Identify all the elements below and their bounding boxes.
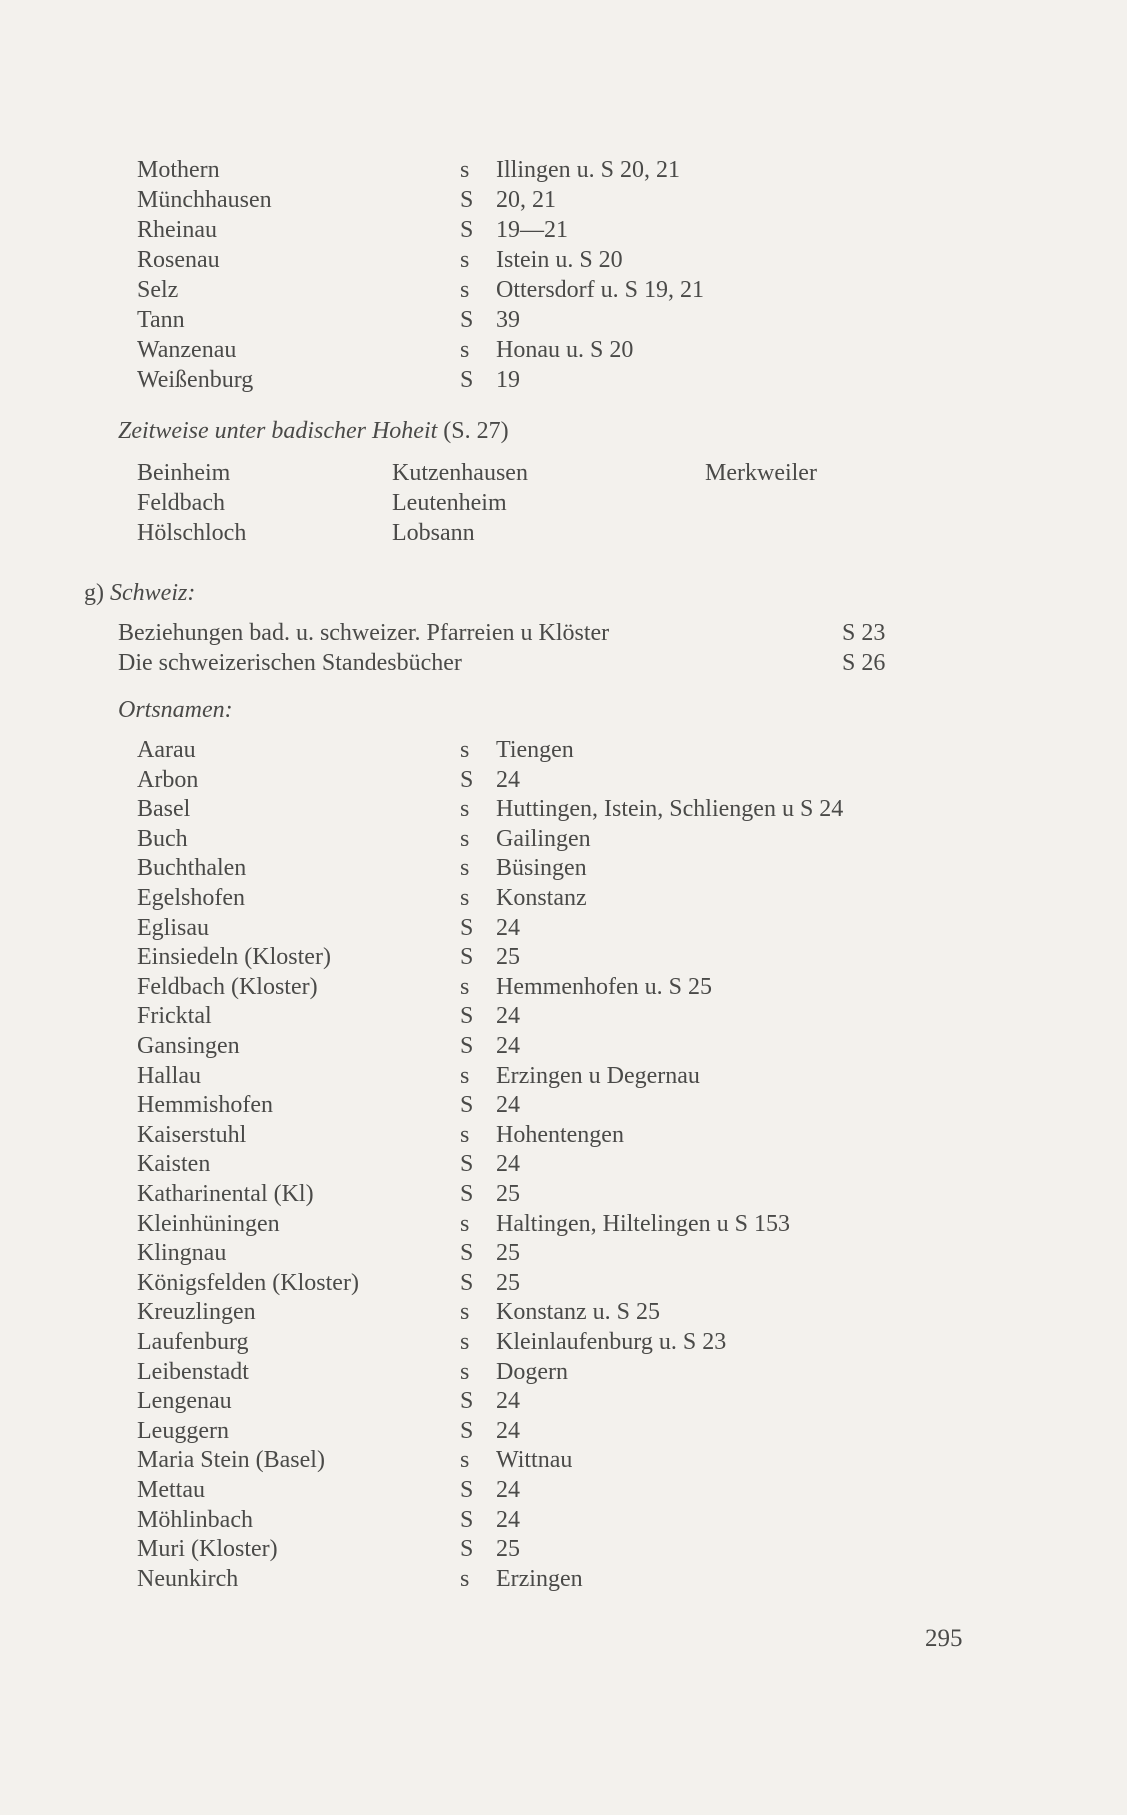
entry-row bbox=[0, 1179, 1127, 1209]
reference-mark: S bbox=[460, 1269, 474, 1296]
place-name: Selz bbox=[137, 277, 179, 303]
entry-row bbox=[0, 155, 1127, 185]
reference-text: Haltingen, Hiltelingen u S 153 bbox=[496, 1210, 790, 1237]
reference-mark: S bbox=[460, 307, 474, 333]
place-name: Kaisten bbox=[137, 1151, 211, 1178]
reference-text: Dogern bbox=[496, 1358, 568, 1385]
reference-text: Gailingen bbox=[496, 825, 591, 852]
place-name: Mettau bbox=[137, 1477, 205, 1503]
place-name: Rosenau bbox=[137, 247, 220, 273]
place-name: Münchhausen bbox=[137, 187, 272, 213]
entry-row bbox=[0, 1327, 1127, 1357]
reference-mark: s bbox=[460, 855, 470, 882]
schweiz-reference-text: Die schweizerischen Standesbücher bbox=[118, 650, 462, 676]
entry-row bbox=[0, 1001, 1127, 1031]
entry-row bbox=[0, 335, 1127, 365]
place-name: Mothern bbox=[137, 157, 220, 183]
place-name: Leibenstadt bbox=[137, 1358, 249, 1385]
reference-text: 20, 21 bbox=[496, 187, 556, 213]
reference-mark: s bbox=[460, 825, 470, 852]
reference-text: Istein u. S 20 bbox=[496, 247, 623, 273]
reference-text: 24 bbox=[496, 1151, 520, 1178]
schweiz-reference-page: S 23 bbox=[842, 620, 886, 646]
reference-mark: S bbox=[460, 1506, 474, 1533]
reference-mark: s bbox=[460, 277, 470, 303]
schweiz-reference-text: Beziehungen bad. u. schweizer. Pfarreien u Klöster bbox=[118, 620, 610, 646]
place-name: Kreuzlingen bbox=[137, 1299, 256, 1326]
place-name: Tann bbox=[137, 307, 185, 333]
reference-mark: s bbox=[460, 337, 470, 363]
place-name: Laufenburg bbox=[137, 1329, 249, 1355]
schweiz-heading bbox=[84, 580, 195, 607]
entry-row bbox=[0, 1268, 1127, 1298]
entry-row bbox=[0, 913, 1127, 943]
entry-row bbox=[0, 735, 1127, 765]
reference-mark: s bbox=[460, 247, 470, 273]
place-name: Kaiserstuhl bbox=[137, 1121, 247, 1148]
reference-mark: S bbox=[460, 1003, 474, 1030]
entry-row bbox=[0, 765, 1127, 795]
reference-mark: s bbox=[460, 1447, 470, 1474]
zeitweise-place: Hölschloch bbox=[137, 520, 247, 546]
reference-text: 24 bbox=[496, 766, 520, 793]
place-name: Egelshofen bbox=[137, 885, 245, 911]
entry-row bbox=[0, 883, 1127, 913]
entry-row bbox=[0, 215, 1127, 245]
entry-row bbox=[0, 1505, 1127, 1535]
place-name: Hallau bbox=[137, 1062, 201, 1089]
ortsnamen-heading: Ortsnamen: bbox=[118, 697, 233, 723]
reference-text: Ottersdorf u. S 19, 21 bbox=[496, 277, 704, 303]
place-name: Fricktal bbox=[137, 1003, 212, 1030]
entry-row bbox=[0, 853, 1127, 883]
reference-text: 25 bbox=[496, 1269, 520, 1296]
entry-row bbox=[0, 1031, 1127, 1061]
place-name: Aarau bbox=[137, 737, 196, 763]
entry-row bbox=[0, 1475, 1127, 1505]
reference-mark: s bbox=[460, 973, 470, 1000]
place-name: Arbon bbox=[137, 766, 199, 793]
entry-row bbox=[0, 275, 1127, 305]
place-name: Katharinental (Kl) bbox=[137, 1181, 314, 1207]
reference-mark: S bbox=[460, 1151, 474, 1178]
reference-text: Kleinlaufenburg u. S 23 bbox=[496, 1329, 727, 1355]
reference-text: 25 bbox=[496, 1181, 520, 1207]
entry-row bbox=[0, 1416, 1127, 1446]
place-name: Maria Stein (Basel) bbox=[137, 1447, 325, 1474]
reference-text: 25 bbox=[496, 1240, 520, 1267]
reference-text: Hohentengen bbox=[496, 1121, 624, 1148]
reference-mark: S bbox=[460, 1181, 474, 1207]
reference-mark: s bbox=[460, 157, 470, 183]
reference-mark: s bbox=[460, 1358, 470, 1385]
place-name: Gansingen bbox=[137, 1033, 240, 1059]
place-name: Wanzenau bbox=[137, 337, 237, 363]
reference-mark: S bbox=[460, 1536, 474, 1563]
reference-text: 24 bbox=[496, 1003, 520, 1030]
reference-text: Huttingen, Istein, Schliengen u S 24 bbox=[496, 796, 844, 823]
schweiz-label: g) bbox=[84, 580, 104, 606]
entry-row bbox=[0, 185, 1127, 215]
place-name: Basel bbox=[137, 796, 191, 823]
reference-mark: s bbox=[460, 885, 470, 911]
entry-row bbox=[0, 245, 1127, 275]
reference-mark: s bbox=[460, 1329, 470, 1355]
reference-mark: S bbox=[460, 367, 474, 393]
zeitweise-place: Beinheim bbox=[137, 460, 231, 486]
reference-mark: s bbox=[460, 1565, 470, 1592]
entry-row bbox=[0, 824, 1127, 854]
reference-text: Tiengen bbox=[496, 737, 574, 763]
reference-mark: S bbox=[460, 1417, 474, 1444]
reference-text: 24 bbox=[496, 1506, 520, 1533]
reference-mark: s bbox=[460, 1299, 470, 1326]
place-name: Leuggern bbox=[137, 1417, 229, 1444]
entry-row bbox=[0, 1564, 1127, 1594]
place-name: Weißenburg bbox=[137, 367, 254, 393]
reference-mark: S bbox=[460, 1388, 474, 1415]
reference-text: 24 bbox=[496, 1033, 520, 1059]
entry-row bbox=[0, 1534, 1127, 1564]
entry-row bbox=[0, 365, 1127, 395]
reference-mark: S bbox=[460, 944, 474, 971]
reference-mark: s bbox=[460, 737, 470, 763]
reference-mark: s bbox=[460, 1210, 470, 1237]
reference-mark: S bbox=[460, 187, 474, 213]
zeitweise-place: Kutzenhausen bbox=[392, 460, 528, 486]
entry-row bbox=[0, 1090, 1127, 1120]
reference-text: Illingen u. S 20, 21 bbox=[496, 157, 680, 183]
entry-row bbox=[0, 1386, 1127, 1416]
reference-text: 24 bbox=[496, 1477, 520, 1503]
reference-mark: S bbox=[460, 1477, 474, 1503]
entry-row bbox=[0, 305, 1127, 335]
entry-row bbox=[0, 1120, 1127, 1150]
reference-text: 19—21 bbox=[496, 217, 568, 243]
reference-text: 19 bbox=[496, 367, 520, 393]
entry-row bbox=[0, 1149, 1127, 1179]
entry-row bbox=[0, 942, 1127, 972]
entry-row bbox=[0, 794, 1127, 824]
place-name: Feldbach (Kloster) bbox=[137, 973, 318, 1000]
zeitweise-heading bbox=[118, 418, 509, 445]
reference-text: 25 bbox=[496, 1536, 520, 1563]
place-name: Möhlinbach bbox=[137, 1506, 253, 1533]
place-name: Lengenau bbox=[137, 1388, 232, 1415]
entry-row bbox=[0, 1445, 1127, 1475]
reference-mark: S bbox=[460, 914, 474, 941]
reference-text: 24 bbox=[496, 914, 520, 941]
place-name: Muri (Kloster) bbox=[137, 1536, 278, 1563]
reference-mark: s bbox=[460, 1121, 470, 1148]
zeitweise-place: Feldbach bbox=[137, 490, 225, 516]
reference-text: 24 bbox=[496, 1092, 520, 1119]
place-name: Einsiedeln (Kloster) bbox=[137, 944, 331, 971]
zeitweise-place: Lobsann bbox=[392, 520, 475, 546]
zeitweise-place: Leutenheim bbox=[392, 490, 507, 516]
reference-text: 24 bbox=[496, 1417, 520, 1444]
reference-text: Konstanz bbox=[496, 885, 587, 911]
schweiz-reference-page: S 26 bbox=[842, 650, 886, 676]
reference-mark: S bbox=[460, 766, 474, 793]
place-name: Neunkirch bbox=[137, 1565, 239, 1592]
reference-mark: S bbox=[460, 1240, 474, 1267]
place-name: Königsfelden (Kloster) bbox=[137, 1269, 359, 1296]
reference-text: Hemmenhofen u. S 25 bbox=[496, 973, 712, 1000]
place-name: Buch bbox=[137, 825, 188, 852]
reference-text: Wittnau bbox=[496, 1447, 573, 1474]
zeitweise-heading-ref: (S. 27) bbox=[443, 418, 509, 444]
reference-text: 39 bbox=[496, 307, 520, 333]
reference-text: Erzingen bbox=[496, 1565, 583, 1592]
reference-text: Honau u. S 20 bbox=[496, 337, 634, 363]
place-name: Rheinau bbox=[137, 217, 217, 243]
place-name: Eglisau bbox=[137, 914, 209, 941]
entry-row bbox=[0, 1357, 1127, 1387]
place-name: Hemmishofen bbox=[137, 1092, 273, 1119]
entry-row bbox=[0, 1238, 1127, 1268]
schweiz-title: Schweiz: bbox=[110, 580, 196, 606]
place-name: Klingnau bbox=[137, 1240, 227, 1267]
place-name: Kleinhüningen bbox=[137, 1210, 280, 1237]
reference-mark: S bbox=[460, 1092, 474, 1119]
reference-mark: s bbox=[460, 796, 470, 823]
entry-row bbox=[0, 972, 1127, 1002]
reference-mark: s bbox=[460, 1062, 470, 1089]
reference-mark: S bbox=[460, 217, 474, 243]
entry-row bbox=[0, 1297, 1127, 1327]
zeitweise-place: Merkweiler bbox=[705, 460, 817, 486]
reference-text: Erzingen u Degernau bbox=[496, 1062, 700, 1089]
reference-text: 25 bbox=[496, 944, 520, 971]
reference-mark: S bbox=[460, 1033, 474, 1059]
entry-row bbox=[0, 1061, 1127, 1091]
reference-text: Konstanz u. S 25 bbox=[496, 1299, 660, 1326]
zeitweise-heading-text: Zeitweise unter badischer Hoheit bbox=[118, 418, 438, 444]
reference-text: 24 bbox=[496, 1388, 520, 1415]
entry-row bbox=[0, 1209, 1127, 1239]
page-number: 295 bbox=[925, 1625, 963, 1652]
reference-text: Büsingen bbox=[496, 855, 587, 882]
place-name: Buchthalen bbox=[137, 855, 247, 882]
